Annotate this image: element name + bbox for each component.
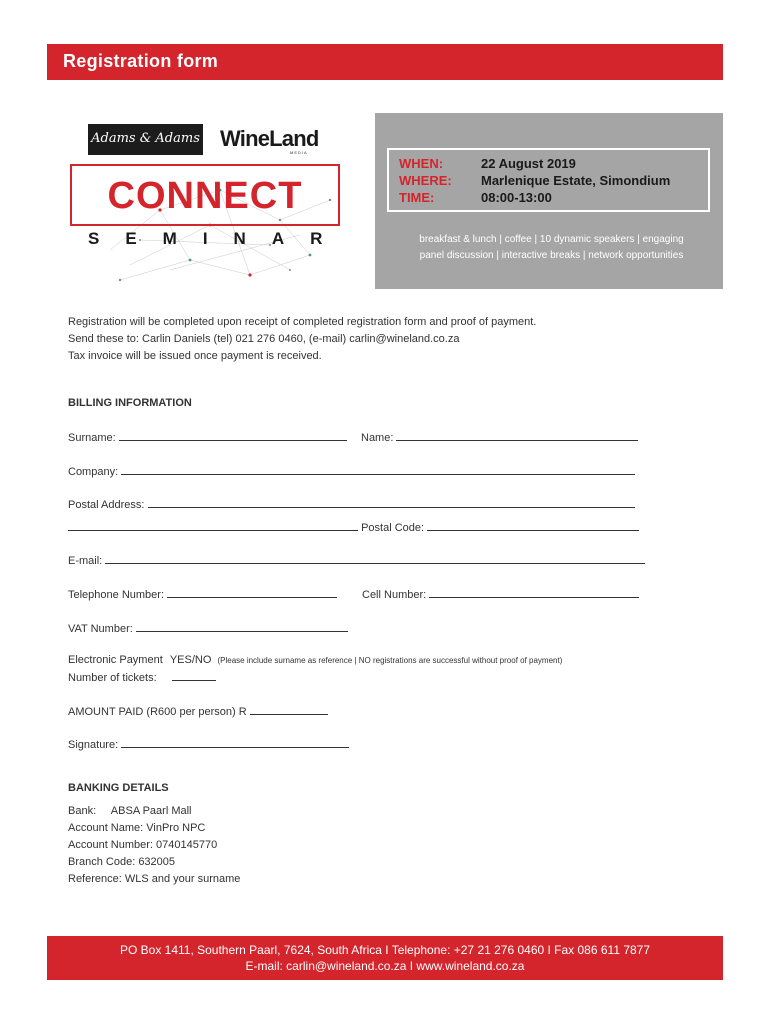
highlights-line-2: panel discussion | interactive breaks | network opportunities [419, 250, 684, 261]
footer-address: PO Box 1411, Southern Paarl, 7624, South Africa I Telephone: +27 21 276 0460 I Fax 086 611 7877 [119, 943, 651, 957]
cell-row [362, 587, 639, 601]
surname-label: Surname: [68, 432, 116, 444]
intro-line-1: Registration will be completed upon receipt of completed registration form and proof of payment. [68, 316, 537, 328]
payment-note: (Please include surname as reference | NO registrations are successful without proof of payment) [217, 656, 563, 665]
adams-logo-text: Adams & Adams [91, 131, 200, 146]
payment-row [68, 654, 562, 666]
postal-code-row [68, 520, 639, 534]
amount-field[interactable] [250, 704, 328, 715]
seminar-logo [88, 229, 349, 249]
amount-row [68, 704, 328, 718]
tickets-row [68, 670, 216, 684]
banking-heading: BANKING DETAILS [68, 782, 169, 794]
name-label: Name: [361, 432, 394, 444]
amount-label: AMOUNT PAID (R600 per person) R [68, 706, 247, 718]
email-label: E-mail: [68, 555, 103, 567]
email-field[interactable] [105, 553, 645, 564]
telephone-row [68, 587, 337, 601]
account-number: Account Number: 0740145770 [68, 839, 218, 851]
when-label: WHEN: [399, 156, 444, 171]
cell-field[interactable] [429, 587, 639, 598]
vat-field[interactable] [136, 621, 348, 632]
company-row [68, 464, 635, 478]
time-value: 08:00-13:00 [481, 190, 552, 205]
footer-bar [47, 936, 723, 980]
wineland-logo-sub: MEDIA [290, 150, 308, 155]
postal-code-label: Postal Code: [361, 522, 425, 534]
surname-field[interactable] [119, 430, 347, 441]
surname-row [68, 430, 347, 444]
tickets-label: Number of tickets: [68, 672, 157, 684]
vat-row [68, 621, 348, 635]
wineland-logo-text: WineLand [220, 126, 319, 151]
adams-logo [88, 124, 203, 155]
telephone-field[interactable] [167, 587, 337, 598]
email-row [68, 553, 645, 567]
branch-code: Branch Code: 632005 [68, 856, 176, 868]
name-field[interactable] [396, 430, 638, 441]
connect-text: CONNECT [107, 175, 303, 217]
time-label: TIME: [399, 190, 435, 205]
wineland-logo [220, 126, 319, 156]
when-value: 22 August 2019 [481, 156, 576, 171]
billing-heading: BILLING INFORMATION [68, 397, 192, 409]
signature-row [68, 737, 349, 751]
signature-label: Signature: [68, 739, 119, 751]
cell-label: Cell Number: [362, 589, 427, 601]
postal-code-field[interactable] [427, 520, 639, 531]
intro-line-3: Tax invoice will be issued once payment is received. [68, 350, 322, 362]
intro-text [68, 314, 536, 365]
where-value: Marlenique Estate, Simondium [481, 173, 671, 188]
postal-address-row [68, 497, 635, 511]
payment-label: Electronic Payment [68, 654, 163, 666]
intro-line-2: Send these to: Carlin Daniels (tel) 021 276 0460, (e-mail) carlin@wineland.co.za [68, 333, 460, 345]
company-field[interactable] [121, 464, 635, 475]
connect-logo [70, 164, 340, 226]
postal-address-field[interactable] [148, 497, 635, 508]
postal-address-label: Postal Address: [68, 499, 145, 511]
event-info-box [387, 148, 710, 212]
highlights-line-1: breakfast & lunch | coffee | 10 dynamic speakers | engaging [419, 234, 684, 245]
telephone-label: Telephone Number: [68, 589, 165, 601]
form-title: Registration form [63, 51, 219, 71]
seminar-text: SEMINAR [88, 229, 349, 248]
name-row [361, 430, 638, 444]
company-label: Company: [68, 466, 119, 478]
banking-details [68, 803, 240, 888]
event-highlights [389, 232, 714, 264]
payment-options[interactable]: YES/NO [169, 654, 212, 666]
title-bar [47, 44, 723, 80]
where-label: WHERE: [399, 173, 452, 188]
vat-label: VAT Number: [68, 623, 133, 635]
footer-contact: E-mail: carlin@wineland.co.za I www.wineland.co.za [245, 959, 525, 973]
bank-name: Bank: ABSA Paarl Mall [68, 805, 192, 817]
tickets-field[interactable] [172, 670, 216, 681]
payment-reference: Reference: WLS and your surname [68, 873, 241, 885]
postal-address-line-2[interactable] [68, 520, 358, 531]
signature-field[interactable] [121, 737, 349, 748]
account-name: Account Name: VinPro NPC [68, 822, 206, 834]
